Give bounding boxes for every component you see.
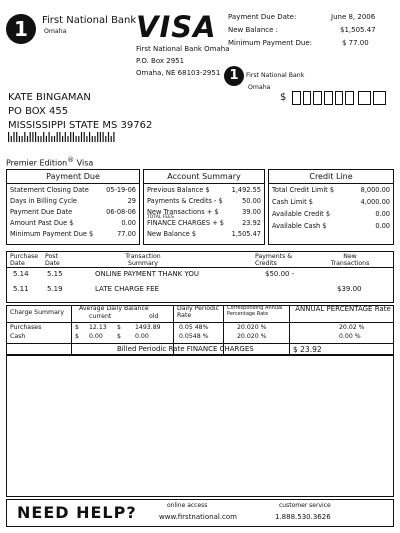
payment-due-label: Amount Past Due $ bbox=[10, 219, 74, 227]
charge-old-symbol: $ bbox=[117, 324, 121, 331]
amount-enclosed-boxes[interactable] bbox=[292, 91, 354, 105]
transaction-post-date: 5.15 bbox=[47, 270, 63, 278]
payment-due-value: 0.00 bbox=[121, 219, 136, 227]
charge-current-symbol: $ bbox=[75, 324, 79, 331]
barcode-bar bbox=[73, 132, 74, 142]
registered-mark: ® bbox=[67, 156, 75, 164]
barcode-bar bbox=[103, 132, 104, 142]
payment-due-label: Payment Due Date: bbox=[228, 13, 297, 21]
barcode-bar bbox=[78, 136, 79, 142]
account-summary-label: FINANCE CHARGES + $ bbox=[147, 219, 225, 227]
remit-box: P.O. Box 2951 bbox=[136, 57, 185, 65]
need-help-heading: NEED HELP? bbox=[17, 503, 137, 522]
barcode-bar bbox=[70, 132, 71, 142]
credit-line-value: 0.00 bbox=[375, 210, 390, 218]
min-payment-value: $ 77.00 bbox=[342, 39, 369, 47]
transaction-purchase-date: 5.11 bbox=[13, 285, 29, 293]
credit-line-value: 0.00 bbox=[375, 222, 390, 230]
transaction-row bbox=[7, 270, 393, 285]
col-daily-periodic-rate: Daily Periodic Rate bbox=[177, 305, 220, 319]
credit-line-label: Cash Limit $ bbox=[272, 198, 313, 206]
credit-line-row bbox=[272, 186, 390, 198]
account-summary-row bbox=[147, 230, 261, 241]
payment-due-title: Payment Due bbox=[46, 172, 100, 181]
remit-name: First National Bank Omaha bbox=[136, 45, 230, 53]
bank-city: Omaha bbox=[44, 28, 67, 35]
barcode-bar bbox=[22, 136, 23, 142]
payment-due-row bbox=[10, 197, 136, 208]
barcode-bar bbox=[11, 136, 12, 142]
account-summary-row bbox=[147, 197, 261, 208]
charge-corresponding-apr: 20.020 % bbox=[237, 324, 267, 331]
account-summary-box bbox=[143, 169, 265, 245]
barcode-bar bbox=[16, 132, 17, 142]
charge-old-balance: 1493.89 bbox=[135, 324, 161, 331]
transaction-description: LATE CHARGE FEE bbox=[95, 285, 159, 293]
credit-line-label: Total Credit Limit $ bbox=[272, 186, 335, 194]
payment-due-box bbox=[6, 169, 140, 245]
charge-corresponding-apr: 20.020 % bbox=[237, 333, 267, 340]
customer-service-label: customer service bbox=[279, 502, 331, 509]
barcode-bar bbox=[108, 132, 109, 142]
charge-summary-box bbox=[6, 305, 394, 355]
bank-logo-circle: 1 bbox=[6, 14, 36, 44]
charge-daily-rate: 0.05 48% bbox=[179, 324, 209, 331]
charge-old-symbol: $ bbox=[117, 333, 121, 340]
payment-due-value: 06-08-06 bbox=[106, 208, 136, 216]
payment-due-label: Days in Billing Cycle bbox=[10, 197, 77, 205]
barcode-bar bbox=[46, 136, 47, 142]
barcode-bar bbox=[111, 136, 112, 142]
customer-name: KATE BINGAMAN bbox=[8, 92, 91, 103]
credit-line-title: Credit Line bbox=[309, 172, 353, 181]
account-summary-label: New Balance $ bbox=[147, 230, 197, 238]
credit-line-row bbox=[272, 222, 390, 234]
account-summary-label: Payments & Credits - $ bbox=[147, 197, 223, 205]
payment-due-label: Payment Due Date bbox=[10, 208, 73, 216]
credit-line-value: 4,000.00 bbox=[360, 198, 390, 206]
col-charge-summary: Charge Summary bbox=[10, 309, 65, 316]
barcode-bar bbox=[30, 132, 31, 142]
account-summary-title: Account Summary bbox=[167, 172, 241, 181]
barcode-bar bbox=[43, 132, 44, 142]
account-summary-value: 1,505.47 bbox=[231, 230, 261, 238]
transaction-payment: $50.00 - bbox=[265, 270, 295, 278]
online-access-url[interactable]: www.firstnational.com bbox=[159, 513, 237, 521]
col-current: current bbox=[89, 313, 112, 320]
new-balance-label: New Balance : bbox=[228, 26, 278, 34]
col-annual-percentage-rate: ANNUAL PERCENTAGE Rate bbox=[295, 305, 391, 313]
min-payment-label: Minimum Payment Due: bbox=[228, 39, 313, 47]
barcode-bar bbox=[97, 132, 98, 142]
barcode-bar bbox=[54, 136, 55, 142]
transaction-post-date: 5.19 bbox=[47, 285, 63, 293]
visa-logo: VISA bbox=[136, 10, 217, 44]
barcode-bar bbox=[38, 136, 39, 142]
account-summary-value: 39.00 bbox=[242, 208, 261, 216]
bank-name: First National Bank bbox=[42, 15, 137, 26]
finance-charges-value: $ 23.92 bbox=[293, 345, 322, 354]
barcode-bar bbox=[100, 132, 101, 142]
credit-line-label: Available Cash $ bbox=[272, 222, 327, 230]
card-product-suffix: Visa bbox=[76, 158, 94, 168]
card-product-name: Premier Edition bbox=[6, 158, 68, 168]
charge-annual-rate: 20.02 % bbox=[339, 324, 365, 331]
payment-due-value: 77.00 bbox=[117, 230, 136, 238]
barcode-bar bbox=[94, 136, 95, 142]
barcode-bar bbox=[89, 132, 90, 142]
charge-current-balance: 12.13 bbox=[89, 324, 107, 331]
charge-annual-rate: 0.00 % bbox=[339, 333, 361, 340]
charge-current-symbol: $ bbox=[75, 333, 79, 340]
total-fees-note: TOTAL FEES bbox=[147, 215, 174, 220]
charge-current-balance: 0.00 bbox=[89, 333, 103, 340]
transaction-purchase-date: 5.14 bbox=[13, 270, 29, 278]
charge-type: Cash bbox=[10, 333, 26, 340]
amount-enclosed-cents-boxes[interactable] bbox=[358, 91, 386, 105]
barcode-bar bbox=[59, 132, 60, 142]
barcode-bar bbox=[13, 132, 14, 142]
transaction-row bbox=[7, 285, 393, 300]
barcode-bar bbox=[105, 136, 106, 142]
account-summary-label: Previous Balance $ bbox=[147, 186, 210, 194]
col-average-daily-balance: Average Daily Balance bbox=[79, 305, 149, 312]
charge-daily-rate: 0.0548 % bbox=[179, 333, 209, 340]
barcode-bar bbox=[40, 136, 41, 142]
barcode-bar bbox=[113, 132, 114, 142]
charge-old-balance: 0.00 bbox=[135, 333, 149, 340]
payment-due-row bbox=[10, 230, 136, 241]
remit-city: Omaha, NE 68103-2951 bbox=[136, 69, 221, 77]
credit-line-row bbox=[272, 210, 390, 222]
payment-due-row bbox=[10, 186, 136, 197]
barcode-bar bbox=[51, 136, 52, 142]
credit-line-row bbox=[272, 198, 390, 210]
charge-row bbox=[7, 324, 393, 333]
transaction-description: ONLINE PAYMENT THANK YOU bbox=[95, 270, 199, 278]
small-bank-logo: 1 bbox=[224, 66, 244, 86]
barcode-bar bbox=[24, 132, 25, 142]
col-payments-credits: Payments & Credits bbox=[255, 253, 293, 267]
credit-line-label: Available Credit $ bbox=[272, 210, 331, 218]
credit-line-box bbox=[268, 169, 394, 245]
barcode-bar bbox=[32, 132, 33, 142]
credit-line-value: 8,000.00 bbox=[360, 186, 390, 194]
barcode-bar bbox=[8, 132, 9, 142]
charge-row bbox=[7, 333, 393, 342]
transaction-new-amount: $39.00 bbox=[337, 285, 362, 293]
payment-due-value: 29 bbox=[127, 197, 136, 205]
col-new-transactions: New Transactions bbox=[330, 253, 370, 267]
customer-service-phone[interactable]: 1.888.530.3626 bbox=[275, 513, 331, 521]
barcode-bar bbox=[92, 136, 93, 142]
account-summary-value: 23.92 bbox=[242, 219, 261, 227]
small-bank-name: First National Bank bbox=[246, 72, 305, 79]
barcode-bar bbox=[19, 136, 20, 142]
barcode-bar bbox=[35, 132, 36, 142]
card-product bbox=[6, 156, 93, 168]
account-summary-row bbox=[147, 186, 261, 197]
finance-charges-label: Billed Periodic Rate FINANCE CHARGES bbox=[117, 345, 254, 353]
statement-detail-area bbox=[6, 355, 394, 497]
customer-po-box: PO BOX 455 bbox=[8, 106, 69, 117]
barcode-bar bbox=[62, 136, 63, 142]
barcode-bar bbox=[49, 132, 50, 142]
new-balance-value: $1,505.47 bbox=[340, 26, 376, 34]
transactions-box bbox=[6, 251, 394, 303]
account-summary-value: 50.00 bbox=[242, 197, 261, 205]
barcode-bar bbox=[84, 132, 85, 142]
payment-due-label: Minimum Payment Due $ bbox=[10, 230, 94, 238]
postal-barcode bbox=[8, 132, 118, 142]
payment-due-row bbox=[10, 208, 136, 219]
col-post-date: Post Date bbox=[45, 253, 60, 267]
barcode-bar bbox=[76, 136, 77, 142]
payment-due-value: 05-19-06 bbox=[106, 186, 136, 194]
col-old: old bbox=[149, 313, 159, 320]
col-transaction-summary: Transaction Summary bbox=[125, 253, 161, 267]
small-bank-city: Omaha bbox=[248, 84, 271, 91]
customer-city-state: MISSISSIPPI STATE MS 39762 bbox=[8, 120, 153, 131]
barcode-bar bbox=[27, 136, 28, 142]
barcode-bar bbox=[81, 132, 82, 142]
barcode-bar bbox=[67, 136, 68, 142]
online-access-label: online access bbox=[167, 502, 208, 509]
barcode-bar bbox=[57, 132, 58, 142]
need-help-box bbox=[6, 499, 394, 527]
col-purchase-date: Purchase Date bbox=[10, 253, 39, 267]
barcode-bar bbox=[86, 136, 87, 142]
account-summary-value: 1,492.55 bbox=[231, 186, 261, 194]
payment-due-label: Statement Closing Date bbox=[10, 186, 89, 194]
col-corresponding-apr: Corresponding Annual Percentage Rate bbox=[227, 305, 283, 317]
amount-enclosed-symbol: $ bbox=[280, 92, 287, 103]
payment-due-value: June 8, 2006 bbox=[331, 13, 376, 21]
payment-due-row bbox=[10, 219, 136, 230]
account-summary-label: New Transactions + $ bbox=[147, 208, 219, 216]
barcode-bar bbox=[65, 132, 66, 142]
charge-type: Purchases bbox=[10, 324, 42, 331]
